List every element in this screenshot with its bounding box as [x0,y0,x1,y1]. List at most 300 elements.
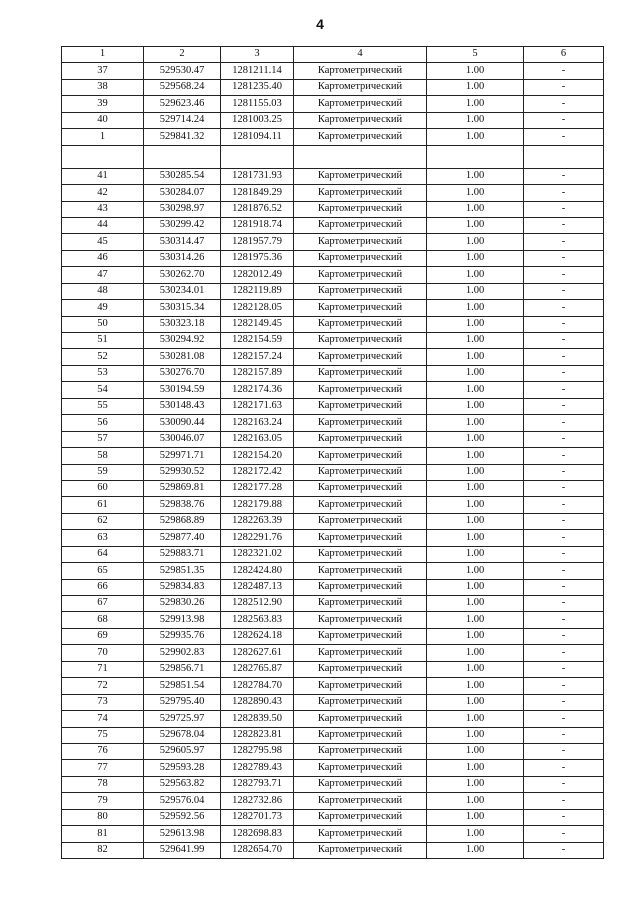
x-coordinate-cell: 529830.26 [144,596,221,612]
accuracy-cell: 1.00 [427,776,524,792]
note-cell: - [524,727,604,743]
method-cell: Картометрический [294,112,427,128]
table-row [62,349,604,365]
note-cell: - [524,283,604,299]
y-coordinate-cell: 1282793.71 [221,776,294,792]
y-coordinate-cell: 1281094.11 [221,129,294,145]
note-cell: - [524,612,604,628]
header-cell: 6 [524,47,604,63]
method-cell: Картометрический [294,678,427,694]
method-cell: Картометрический [294,79,427,95]
method-cell: Картометрический [294,546,427,562]
x-coordinate-cell: 530194.59 [144,382,221,398]
note-cell: - [524,760,604,776]
method-cell: Картометрический [294,431,427,447]
note-cell: - [524,694,604,710]
point-number-cell: 59 [62,464,144,480]
table-row [62,563,604,579]
x-coordinate-cell: 530234.01 [144,283,221,299]
x-coordinate-cell: 529930.52 [144,464,221,480]
table-header-row [62,47,604,63]
method-cell: Картометрический [294,628,427,644]
table-row [62,415,604,431]
x-coordinate-cell: 530299.42 [144,217,221,233]
y-coordinate-cell: 1282512.90 [221,596,294,612]
method-cell: Картометрический [294,129,427,145]
y-coordinate-cell: 1281957.79 [221,234,294,250]
method-cell: Картометрический [294,612,427,628]
x-coordinate-cell: 530314.47 [144,234,221,250]
accuracy-cell: 1.00 [427,283,524,299]
x-coordinate-cell: 530323.18 [144,316,221,332]
accuracy-cell: 1.00 [427,185,524,201]
note-cell: - [524,678,604,694]
header-cell: 3 [221,47,294,63]
method-cell: Картометрический [294,661,427,677]
table-row [62,333,604,349]
method-cell: Картометрический [294,596,427,612]
x-coordinate-cell: 529877.40 [144,530,221,546]
point-number-cell: 54 [62,382,144,398]
note-cell: - [524,333,604,349]
note-cell: - [524,497,604,513]
y-coordinate-cell: 1282789.43 [221,760,294,776]
note-cell: - [524,563,604,579]
y-coordinate-cell: 1282154.20 [221,448,294,464]
header-cell: 4 [294,47,427,63]
accuracy-cell: 1.00 [427,513,524,529]
table-row [62,382,604,398]
method-cell: Картометрический [294,267,427,283]
table-row [62,316,604,332]
table-row [62,185,604,201]
accuracy-cell: 1.00 [427,349,524,365]
note-cell: - [524,448,604,464]
x-coordinate-cell: 530294.92 [144,333,221,349]
x-coordinate-cell: 530090.44 [144,415,221,431]
note-cell: - [524,250,604,266]
x-coordinate-cell: 529851.54 [144,678,221,694]
table-row [62,365,604,381]
accuracy-cell: 1.00 [427,234,524,250]
note-cell: - [524,842,604,858]
y-coordinate-cell: 1282263.39 [221,513,294,529]
point-number-cell: 76 [62,743,144,759]
point-number-cell: 69 [62,628,144,644]
x-coordinate-cell: 529971.71 [144,448,221,464]
method-cell: Картометрический [294,283,427,299]
note-cell: - [524,96,604,112]
y-coordinate-cell: 1282424.80 [221,563,294,579]
note-cell: - [524,185,604,201]
note-cell: - [524,129,604,145]
x-coordinate-cell: 529605.97 [144,743,221,759]
method-cell: Картометрический [294,711,427,727]
accuracy-cell: 1.00 [427,826,524,842]
method-cell: Картометрический [294,316,427,332]
note-cell: - [524,398,604,414]
point-number-cell: 58 [62,448,144,464]
header-cell: 5 [427,47,524,63]
note-cell: - [524,776,604,792]
table-row [62,464,604,480]
note-cell: - [524,793,604,809]
y-coordinate-cell: 1282163.24 [221,415,294,431]
accuracy-cell: 1.00 [427,645,524,661]
table-row [62,628,604,644]
method-cell: Картометрический [294,776,427,792]
point-number-cell: 71 [62,661,144,677]
accuracy-cell: 1.00 [427,267,524,283]
y-coordinate-cell: 1282172.42 [221,464,294,480]
accuracy-cell: 1.00 [427,678,524,694]
y-coordinate-cell: 1282157.89 [221,365,294,381]
accuracy-cell: 1.00 [427,661,524,677]
table-row [62,300,604,316]
table-row [62,743,604,759]
y-coordinate-cell: 1282563.83 [221,612,294,628]
method-cell: Картометрический [294,217,427,233]
accuracy-cell: 1.00 [427,365,524,381]
y-coordinate-cell: 1282698.83 [221,826,294,842]
y-coordinate-cell: 1282179.88 [221,497,294,513]
point-number-cell: 37 [62,63,144,79]
x-coordinate-cell: 529851.35 [144,563,221,579]
y-coordinate-cell: 1282654.70 [221,842,294,858]
x-coordinate-cell: 529613.98 [144,826,221,842]
method-cell: Картометрический [294,727,427,743]
y-coordinate-cell: 1282890.43 [221,694,294,710]
y-coordinate-cell: 1282012.49 [221,267,294,283]
point-number-cell: 60 [62,480,144,496]
point-number-cell: 50 [62,316,144,332]
method-cell: Картометрический [294,694,427,710]
accuracy-cell: 1.00 [427,96,524,112]
point-number-cell: 40 [62,112,144,128]
accuracy-cell: 1.00 [427,63,524,79]
table-row [62,513,604,529]
x-coordinate-cell: 529856.71 [144,661,221,677]
table-row [62,234,604,250]
note-cell: - [524,645,604,661]
y-coordinate-cell: 1282784.70 [221,678,294,694]
accuracy-cell: 1.00 [427,112,524,128]
method-cell: Картометрический [294,398,427,414]
point-number-cell: 47 [62,267,144,283]
x-coordinate-cell: 529678.04 [144,727,221,743]
y-coordinate-cell: 1282291.76 [221,530,294,546]
method-cell: Картометрический [294,300,427,316]
point-number-cell: 66 [62,579,144,595]
method-cell: Картометрический [294,826,427,842]
accuracy-cell: 1.00 [427,333,524,349]
x-coordinate-cell: 529530.47 [144,63,221,79]
y-coordinate-cell: 1282163.05 [221,431,294,447]
point-number-cell: 62 [62,513,144,529]
x-coordinate-cell: 529563.82 [144,776,221,792]
x-coordinate-cell: 530284.07 [144,185,221,201]
method-cell: Картометрический [294,760,427,776]
method-cell: Картометрический [294,365,427,381]
table-row [62,596,604,612]
point-number-cell: 68 [62,612,144,628]
point-number-cell: 39 [62,96,144,112]
x-coordinate-cell: 530276.70 [144,365,221,381]
point-number-cell: 43 [62,201,144,217]
x-coordinate-cell: 530262.70 [144,267,221,283]
method-cell: Картометрический [294,480,427,496]
method-cell: Картометрический [294,349,427,365]
table-row [62,793,604,809]
method-cell: Картометрический [294,743,427,759]
note-cell: - [524,316,604,332]
table-row [62,678,604,694]
method-cell: Картометрический [294,250,427,266]
note-cell: - [524,415,604,431]
x-coordinate-cell: 529869.81 [144,480,221,496]
table-row [62,760,604,776]
method-cell: Картометрический [294,842,427,858]
table-row [62,201,604,217]
point-number-cell: 70 [62,645,144,661]
point-number-cell: 51 [62,333,144,349]
x-coordinate-cell: 530285.54 [144,168,221,184]
y-coordinate-cell: 1282149.45 [221,316,294,332]
method-cell: Картометрический [294,809,427,825]
accuracy-cell: 1.00 [427,448,524,464]
note-cell: - [524,168,604,184]
point-number-cell: 67 [62,596,144,612]
accuracy-cell: 1.00 [427,250,524,266]
table-row [62,283,604,299]
point-number-cell: 53 [62,365,144,381]
note-cell: - [524,300,604,316]
y-coordinate-cell: 1282174.36 [221,382,294,398]
point-number-cell: 41 [62,168,144,184]
method-cell: Картометрический [294,513,427,529]
method-cell [294,145,427,168]
y-coordinate-cell: 1281975.36 [221,250,294,266]
note-cell: - [524,809,604,825]
method-cell: Картометрический [294,234,427,250]
accuracy-cell: 1.00 [427,809,524,825]
note-cell: - [524,579,604,595]
point-number-cell: 63 [62,530,144,546]
point-number-cell: 73 [62,694,144,710]
note-cell: - [524,513,604,529]
x-coordinate-cell: 529841.32 [144,129,221,145]
table-row [62,661,604,677]
note-cell: - [524,530,604,546]
point-number-cell: 56 [62,415,144,431]
accuracy-cell: 1.00 [427,612,524,628]
table-row [62,480,604,496]
accuracy-cell: 1.00 [427,596,524,612]
point-number-cell: 49 [62,300,144,316]
table-row [62,129,604,145]
point-number-cell: 1 [62,129,144,145]
y-coordinate-cell: 1281003.25 [221,112,294,128]
method-cell: Картометрический [294,333,427,349]
accuracy-cell: 1.00 [427,563,524,579]
accuracy-cell: 1.00 [427,316,524,332]
table-row [62,842,604,858]
x-coordinate-cell: 530046.07 [144,431,221,447]
table-row [62,168,604,184]
table-row [62,826,604,842]
note-cell: - [524,628,604,644]
coordinates-table [61,46,604,859]
table-row [62,809,604,825]
table-row [62,497,604,513]
note-cell: - [524,267,604,283]
note-cell: - [524,711,604,727]
x-coordinate-cell: 529834.83 [144,579,221,595]
method-cell: Картометрический [294,415,427,431]
table-row [62,530,604,546]
point-number-cell: 80 [62,809,144,825]
note-cell [524,145,604,168]
y-coordinate-cell: 1282177.28 [221,480,294,496]
x-coordinate-cell: 530281.08 [144,349,221,365]
point-number-cell: 77 [62,760,144,776]
accuracy-cell: 1.00 [427,464,524,480]
point-number-cell: 64 [62,546,144,562]
accuracy-cell: 1.00 [427,398,524,414]
x-coordinate-cell: 530148.43 [144,398,221,414]
table-row [62,398,604,414]
x-coordinate-cell: 530298.97 [144,201,221,217]
point-number-cell: 45 [62,234,144,250]
accuracy-cell: 1.00 [427,579,524,595]
table-row [62,612,604,628]
accuracy-cell: 1.00 [427,628,524,644]
note-cell: - [524,661,604,677]
accuracy-cell: 1.00 [427,842,524,858]
y-coordinate-cell: 1282487.13 [221,579,294,595]
accuracy-cell: 1.00 [427,546,524,562]
accuracy-cell: 1.00 [427,694,524,710]
y-coordinate-cell: 1281155.03 [221,96,294,112]
x-coordinate-cell: 529714.24 [144,112,221,128]
y-coordinate-cell: 1282823.81 [221,727,294,743]
point-number-cell: 82 [62,842,144,858]
y-coordinate-cell: 1282701.73 [221,809,294,825]
accuracy-cell: 1.00 [427,711,524,727]
note-cell: - [524,480,604,496]
method-cell: Картометрический [294,201,427,217]
y-coordinate-cell: 1282157.24 [221,349,294,365]
y-coordinate-cell: 1281849.29 [221,185,294,201]
y-coordinate-cell: 1282119.89 [221,283,294,299]
accuracy-cell: 1.00 [427,530,524,546]
x-coordinate-cell [144,145,221,168]
note-cell: - [524,112,604,128]
point-number-cell: 44 [62,217,144,233]
x-coordinate-cell: 529795.40 [144,694,221,710]
note-cell: - [524,382,604,398]
x-coordinate-cell: 529623.46 [144,96,221,112]
accuracy-cell: 1.00 [427,793,524,809]
y-coordinate-cell: 1282627.61 [221,645,294,661]
accuracy-cell: 1.00 [427,79,524,95]
point-number-cell [62,145,144,168]
x-coordinate-cell: 529935.76 [144,628,221,644]
point-number-cell: 79 [62,793,144,809]
point-number-cell: 42 [62,185,144,201]
table-row [62,63,604,79]
accuracy-cell: 1.00 [427,497,524,513]
accuracy-cell: 1.00 [427,382,524,398]
method-cell: Картометрический [294,497,427,513]
table-row [62,579,604,595]
y-coordinate-cell: 1282154.59 [221,333,294,349]
table-body [62,63,604,859]
x-coordinate-cell: 529592.56 [144,809,221,825]
y-coordinate-cell: 1281918.74 [221,217,294,233]
y-coordinate-cell: 1281731.93 [221,168,294,184]
y-coordinate-cell: 1282839.50 [221,711,294,727]
x-coordinate-cell: 529913.98 [144,612,221,628]
accuracy-cell [427,145,524,168]
x-coordinate-cell: 530314.26 [144,250,221,266]
table-row [62,694,604,710]
note-cell: - [524,63,604,79]
point-number-cell: 72 [62,678,144,694]
y-coordinate-cell: 1282321.02 [221,546,294,562]
accuracy-cell: 1.00 [427,431,524,447]
table-row [62,448,604,464]
table-row [62,145,604,168]
point-number-cell: 75 [62,727,144,743]
table-row [62,217,604,233]
y-coordinate-cell: 1281876.52 [221,201,294,217]
table-row [62,776,604,792]
table-row [62,727,604,743]
table-row [62,250,604,266]
accuracy-cell: 1.00 [427,129,524,145]
accuracy-cell: 1.00 [427,760,524,776]
point-number-cell: 57 [62,431,144,447]
note-cell: - [524,79,604,95]
x-coordinate-cell: 529641.99 [144,842,221,858]
x-coordinate-cell: 530315.34 [144,300,221,316]
method-cell: Картометрический [294,530,427,546]
x-coordinate-cell: 529593.28 [144,760,221,776]
accuracy-cell: 1.00 [427,415,524,431]
accuracy-cell: 1.00 [427,727,524,743]
point-number-cell: 81 [62,826,144,842]
method-cell: Картометрический [294,579,427,595]
table-row [62,546,604,562]
accuracy-cell: 1.00 [427,168,524,184]
accuracy-cell: 1.00 [427,480,524,496]
y-coordinate-cell: 1282795.98 [221,743,294,759]
note-cell: - [524,234,604,250]
x-coordinate-cell: 529902.83 [144,645,221,661]
x-coordinate-cell: 529883.71 [144,546,221,562]
page-number: 4 [316,16,324,32]
note-cell: - [524,201,604,217]
note-cell: - [524,743,604,759]
note-cell: - [524,464,604,480]
point-number-cell: 48 [62,283,144,299]
method-cell: Картометрический [294,793,427,809]
method-cell: Картометрический [294,448,427,464]
table-row [62,96,604,112]
table-row [62,431,604,447]
point-number-cell: 55 [62,398,144,414]
